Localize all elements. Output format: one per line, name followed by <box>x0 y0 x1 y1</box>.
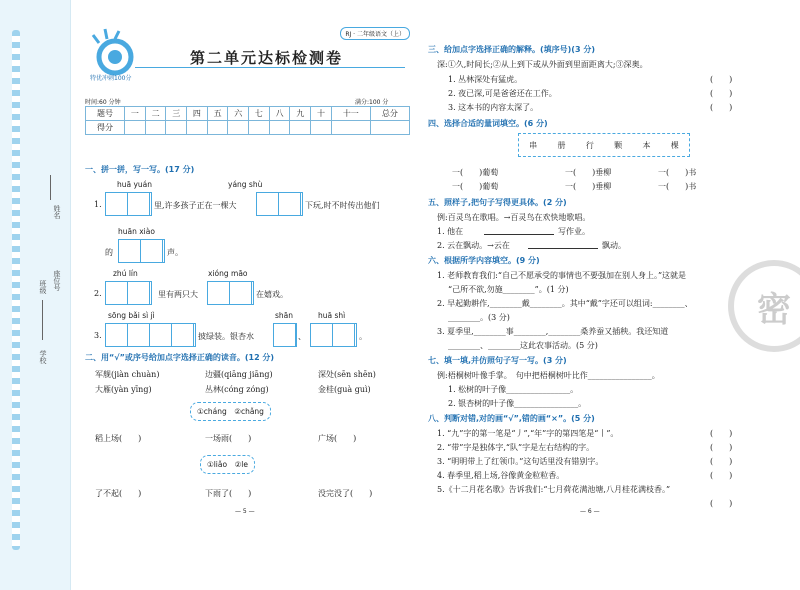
section-6-heading: 六、根据所学内容填空。(9 分) <box>428 256 540 265</box>
writing-grid[interactable] <box>118 239 165 263</box>
binding-margin <box>0 0 71 590</box>
binding-stripe <box>12 30 20 550</box>
score-header-cell: 三 <box>166 107 187 121</box>
score-header-cell: 一 <box>125 107 146 121</box>
score-cell[interactable] <box>331 121 370 135</box>
answer-blank[interactable]: ( ) <box>710 429 733 438</box>
section-3-heading: 三、给加点字选择正确的解释。(填序号)(3 分) <box>428 45 595 54</box>
writing-grid[interactable] <box>105 281 152 305</box>
answer-blank[interactable]: ( ) <box>710 457 733 466</box>
score-header-cell: 题号 <box>86 107 125 121</box>
pronunciation-options: ①cháng ②chǎng <box>190 402 271 421</box>
score-header-cell: 八 <box>269 107 290 121</box>
confidential-stamp: 密 <box>728 260 800 352</box>
score-cell[interactable] <box>187 121 208 135</box>
section-2-heading: 二、用“√”或序号给加点字选择正确的读音。(12 分) <box>85 353 275 362</box>
answer-blank[interactable]: ( ) <box>710 75 733 84</box>
writing-grid[interactable] <box>310 323 357 347</box>
score-header-cell: 九 <box>290 107 311 121</box>
answer-blank[interactable]: ( ) <box>710 103 733 112</box>
page-number-left: — 5 — <box>235 508 255 515</box>
score-label-cell: 得分 <box>86 121 125 135</box>
writing-grid[interactable] <box>105 192 152 216</box>
score-header-cell: 总分 <box>370 107 409 121</box>
answer-blank[interactable]: ( ) <box>710 499 733 508</box>
writing-grid[interactable] <box>273 323 297 347</box>
score-cell[interactable] <box>311 121 332 135</box>
score-header-cell: 十一 <box>331 107 370 121</box>
time-limit: 时间:60 分钟 <box>85 99 121 106</box>
score-cell[interactable] <box>207 121 228 135</box>
score-header-cell: 七 <box>249 107 270 121</box>
header-area <box>85 25 410 85</box>
score-header-cell: 五 <box>207 107 228 121</box>
score-header-cell: 二 <box>145 107 166 121</box>
measure-word-bank: 串 册 行 颗 本 棵 <box>518 133 690 157</box>
section-8-heading: 八、判断对错,对的画“√”,错的画“×”。(5 分) <box>428 414 595 423</box>
section-7-heading: 七、填一填,并仿照句子写一写。(3 分) <box>428 356 567 365</box>
school-label: 学校 <box>39 350 47 364</box>
full-score: 满分:100 分 <box>355 99 389 106</box>
score-cell[interactable] <box>370 121 409 135</box>
writing-grid[interactable] <box>105 323 196 347</box>
writing-grid[interactable] <box>256 192 303 216</box>
answer-line[interactable] <box>484 234 554 235</box>
answer-blank[interactable]: ( ) <box>710 443 733 452</box>
logo-swirl-icon <box>85 25 135 80</box>
seat-label: 座位号 <box>53 270 61 291</box>
page-title: 第二单元达标检测卷 <box>190 49 344 67</box>
score-header-cell: 四 <box>187 107 208 121</box>
score-table <box>85 106 410 135</box>
score-cell[interactable] <box>228 121 249 135</box>
page-number-right: — 6 — <box>580 508 600 515</box>
answer-blank[interactable]: ( ) <box>710 89 733 98</box>
slogan: 特优冲刺100分 <box>90 75 132 82</box>
answer-blank[interactable]: ( ) <box>710 471 733 480</box>
grade-badge: RJ · 二年级语文（上） <box>340 27 410 40</box>
score-cell[interactable] <box>166 121 187 135</box>
writing-grid[interactable] <box>207 281 254 305</box>
score-cell[interactable] <box>249 121 270 135</box>
answer-line[interactable] <box>528 248 598 249</box>
pronunciation-options: ①liǎo ②le <box>200 455 255 474</box>
score-cell[interactable] <box>290 121 311 135</box>
score-cell[interactable] <box>269 121 290 135</box>
score-header-cell: 六 <box>228 107 249 121</box>
section-1-heading: 一、拼一拼，写一写。(17 分) <box>85 165 195 174</box>
score-cell[interactable] <box>145 121 166 135</box>
section-5-heading: 五、照样子,把句子写得更具体。(2 分) <box>428 198 567 207</box>
score-cell[interactable] <box>125 121 146 135</box>
class-label: 班级 <box>39 280 47 294</box>
section-4-heading: 四、选择合适的量词填空。(6 分) <box>428 119 548 128</box>
score-header-cell: 十 <box>311 107 332 121</box>
name-label: 姓名 <box>53 205 61 219</box>
